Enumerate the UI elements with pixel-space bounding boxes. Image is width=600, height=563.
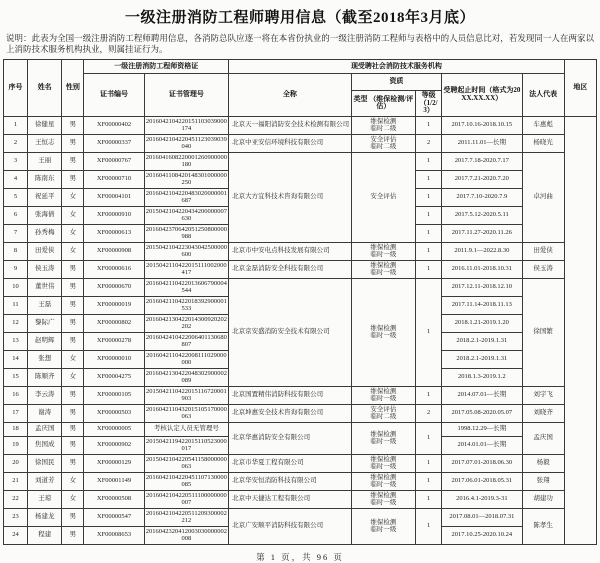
gender: 男 [62,260,84,278]
seq: 5 [4,188,28,206]
gender: 男 [62,422,84,436]
cert-mgmt-no: 2015042110422015111002000417 [146,261,227,276]
cert-no: XF00000710 [84,170,144,188]
gender: 男 [62,508,84,526]
qual-level: 1 [416,386,442,404]
seq: 2 [4,134,28,152]
period: 2017.11.14-2018.11.13 [442,296,522,314]
header-qual-level: 等级 （1/2/3） [416,91,442,117]
gender: 女 [62,242,84,260]
name: 孙秀梅 [28,224,62,242]
period: 2014.01.01—长期 [442,436,522,454]
org-name: 北京国置精伟消防科技有限公司 [229,386,352,404]
seq: 1 [4,116,28,134]
legal-rep: 胡建功 [522,490,564,508]
cert-mgmt-no: 2016042110422008111029000000 [146,351,227,366]
period: 2017.7.18-2020.7.17 [442,152,522,170]
qual-level: 1 [416,454,442,472]
table-row [4,490,597,508]
org-name: 北京华安恒消防科技有限公司 [229,472,352,490]
seq: 7 [4,224,28,242]
qual-level: 1 [416,278,442,386]
seq: 16 [4,386,28,404]
name: 张海倩 [28,206,62,224]
period: 2017.11.27-2020.11.26 [442,224,522,242]
name: 张想 [28,350,62,368]
name: 徐健星 [28,116,62,134]
cert-mgmt-no: 2016042104220511209300002212 [145,509,227,524]
cert-no: XF00001149 [84,472,144,490]
legal-rep: 卓河曲 [522,152,564,242]
gender: 男 [62,296,84,314]
qual-level: 1 [416,116,442,134]
period: 1998.12.29—长期 [442,422,522,436]
cert-no: XF00000402 [84,116,144,134]
seq: 4 [4,170,28,188]
qual-level: 1 [416,224,442,242]
gender: 男 [62,134,84,152]
region [564,116,596,544]
qual-type: 维保检测 临时一级 [351,422,415,454]
qual-type: 维保检测 临时一级 [351,386,415,404]
name: 刘道芳 [28,472,62,490]
gender: 女 [62,224,84,242]
cert-no: XF00000908 [84,242,144,260]
cert-no: XF00000503 [84,404,144,422]
name: 赵明辉 [28,332,62,350]
cert-no: XF00000670 [84,278,144,296]
gender: 男 [62,152,84,170]
seq: 14 [4,350,28,368]
qual-type: 维保检测 临时一级 [351,260,415,278]
qual-level: 1 [416,242,442,260]
qual-type: 安全评估 [351,152,415,242]
seq: 8 [4,242,28,260]
employment-table [3,59,597,545]
qual-level: 1 [416,152,442,170]
qual-level: 1 [416,206,442,224]
cert-mgmt-no: 2016042370642051250800000988 [145,225,228,240]
period: 2018.2.1-2019.1.31 [442,332,522,350]
period: 2017.5.12-2020.5.11 [442,206,522,224]
legal-rep: 侯玉涛 [522,260,564,278]
table-row [4,116,597,134]
gender: 女 [62,368,84,386]
gender: 男 [62,314,84,332]
cert-mgmt-no: 2016042104220451107130000085 [145,473,227,488]
period: 2017.7.10-2020.7.9 [442,188,522,206]
cert-no: XF00000278 [84,332,144,350]
cert-no: XF00004275 [84,368,144,386]
table-row [4,386,597,404]
table-row [4,242,597,260]
seq: 18 [4,422,28,436]
name: 陈顺齐 [28,368,62,386]
cert-no: XF00000105 [84,386,144,404]
name: 程建 [28,526,62,544]
cert-mgmt-no: 2016042104220151103039000174 [145,117,227,132]
name: 黎际广 [28,314,62,332]
seq: 10 [4,278,28,296]
cert-mgmt-no: 2016041608220001260900000180 [145,153,228,168]
name: 祝延平 [28,188,62,206]
gender: 女 [62,490,84,508]
name: 杨建龙 [28,508,62,526]
period: 2017.12.11-2018.12.10 [442,278,522,296]
seq: 11 [4,296,28,314]
seq: 20 [4,454,28,472]
table-row [4,152,597,170]
header-org-name: 全称 [229,74,352,117]
qual-level: 2 [416,134,442,152]
period: 2017.05.08-2020.05.07 [442,404,522,422]
header-cert-mgmt-no: 证书管理号 [144,74,228,117]
header-qual-type: 类型 （维保检测/评估） [351,91,415,117]
cert-no: XF00000005 [84,422,144,436]
seq: 19 [4,436,28,454]
table-row [4,134,597,152]
cert-mgmt-no: 2016042110432015105170000063 [145,405,227,420]
cert-mgmt-no: 2015042119422015110523000017 [146,437,227,452]
name: 田爱侠 [28,242,62,260]
qual-level: 1 [416,422,442,454]
org-name: 北京金磊消防安全科技有限公司 [229,260,352,278]
cert-no: XF00000910 [84,206,144,224]
seq: 9 [4,260,28,278]
qual-type: 安全评估 临时二级 [351,134,415,152]
period: 2016.11.01-2018.10.31 [442,260,522,278]
table-row [4,472,597,490]
qual-type: 维保检测 临时一级 [351,472,415,490]
qual-type: 维保检测 临时一级 [351,508,415,544]
gender: 男 [62,332,84,350]
org-name: 北京华惠消防安全有限公司 [229,422,352,454]
name: 李云涛 [28,386,62,404]
cert-no: XF00000337 [84,134,144,152]
legal-rep: 杨毅 [522,454,564,472]
qual-type: 维保检测 临时一级 [351,278,415,386]
cert-no: XF00000129 [84,454,144,472]
period: 2018.1.21-2019.1.20 [442,314,522,332]
cert-mgmt-no: 2016042110422013606790004544 [145,279,227,294]
header-name: 姓名 [28,60,62,117]
period: 2014.07.01—长期 [442,386,522,404]
cert-no: XF00000616 [84,260,144,278]
employment-table-body [4,116,597,544]
legal-rep: 车惠彪 [522,116,564,134]
gender: 男 [62,404,84,422]
name: 徐国民 [28,454,62,472]
cert-no: XF00000547 [84,508,144,526]
period: 2017.7.21-2020.7.20 [442,170,522,188]
gender: 女 [62,350,84,368]
qual-level: 1 [416,490,442,508]
org-name: 北京中亚安信环境科技有限公司 [229,134,352,152]
org-name: 北京京安盛消防安全技术有限公司 [229,278,352,386]
seq: 22 [4,490,28,508]
header-legal-rep: 法人代表 [522,74,564,117]
qual-level: 1 [416,188,442,206]
qual-type: 安全评估 临时二级 [351,404,415,422]
cert-mgmt-no: 2015042110422015116720001903 [146,387,227,402]
seq: 13 [4,332,28,350]
org-name: 北京市中安电点科技发展有限公司 [229,242,352,260]
seq: 24 [4,526,28,544]
page-title: 一级注册消防工程师聘用信息（截至2018年3月底） [124,10,475,26]
period: 2017.10.16-2018.10.15 [442,116,522,134]
name: 董世伟 [28,278,62,296]
legal-rep: 田爱侠 [522,242,564,260]
page-footer: 第 1 页，共 96 页 [256,551,344,562]
cert-no: XF00000019 [84,296,144,314]
legal-rep: 刘宇飞 [522,386,564,404]
cert-mgmt-no: 2016041108420148301000000250 [145,171,227,186]
cert-no: XF00000010 [84,350,144,368]
period: 2017.07.01-2018.06.30 [442,454,522,472]
cert-no: XF00000508 [84,490,144,508]
header-org-group: 现受聘社会消防技术服务机构 [229,60,565,74]
seq: 17 [4,404,28,422]
legal-rep: 杨晓光 [522,134,564,152]
period: 2017.10.25-2020.10.24 [442,526,522,544]
qual-level: 2 [416,404,442,422]
header-period: 受聘起止时间（格式为20XX.XX.XX） [442,74,522,117]
name: 谢涛 [28,404,62,422]
cert-no: XF00008653 [84,526,144,544]
cert-mgmt-no: 2016042110422018392900001533 [145,297,227,312]
table-header [4,60,597,117]
table-row [4,508,597,526]
header-cert-no: 证书编号 [84,74,144,117]
cert-mgmt-no: 2015042104220541158000000063 [145,455,227,470]
org-name: 北京中天捷达工程有限公司 [229,490,352,508]
cert-mgmt-no: 2016042104220511100000000007 [146,491,227,506]
gender: 女 [62,188,84,206]
header-seq: 序号 [4,60,28,117]
seq: 21 [4,472,28,490]
name: 陈南东 [28,170,62,188]
period: 2018.1.3-2019.1.2 [442,368,522,386]
qual-type: 维保检测 临时一级 [351,454,415,472]
period: 2017.06.01-2018.05.31 [442,472,522,490]
qual-type: 维保检测 临时一级 [351,490,415,508]
gender: 女 [62,206,84,224]
period: 2017.08.01—2018.07.31 [442,508,522,526]
header-cert-group: 一级注册消防工程师资格证 [84,60,229,74]
table-row [4,278,597,296]
org-name: 北京市华夏工程有限公司 [229,454,352,472]
legal-rep: 张翔 [522,472,564,490]
org-name: 北京坤惠安全技术咨询有限公司 [229,404,352,422]
period: 2016.4.1-2019.3-31 [442,490,522,508]
qual-level: 1 [416,170,442,188]
cert-mgmt-no: 2015042104220434200000007630 [145,207,228,222]
cert-mgmt-no: 2015042104223043042500000600 [145,243,228,258]
name: 王琼 [28,490,62,508]
gender: 男 [62,454,84,472]
cert-mgmt-no: 2016042320412003030000002008 [145,527,228,542]
header-gender: 性别 [62,60,84,117]
seq: 12 [4,314,28,332]
gender: 男 [62,116,84,134]
org-name: 北京大方宜科技术咨询有限公司 [229,152,352,242]
cert-mgmt-no: 考核认定人员无管理号 [144,422,228,436]
gender: 男 [62,386,84,404]
legal-rep: 刘晓齐 [522,404,564,422]
period: 2011.9.1—2022.8.30 [442,242,522,260]
period: 2011.11.01—长期 [442,134,522,152]
cert-mgmt-no: 2016042410422006401130680807 [145,333,227,348]
org-name: 北京广安顺平消防科技有限公司 [229,508,352,544]
seq: 6 [4,206,28,224]
cert-no: XF00000902 [84,436,144,454]
gender: 女 [62,472,84,490]
period: 2018.2.1-2019.1.31 [442,350,522,368]
gender: 男 [62,278,84,296]
name: 孟庆国 [28,422,62,436]
cert-mgmt-no: 2016042104220483020000001687 [145,189,228,204]
gender: 男 [62,170,84,188]
qual-type: 维保检测 临时二级 [351,116,415,134]
header-region: 地区 [564,60,596,117]
legal-rep: 陈孝生 [522,508,564,544]
table-row [4,404,597,422]
qual-type: 维保检测 临时一级 [351,242,415,260]
note-text: 说明：此表为全国一级注册消防工程师聘用信息，各消防总队应逐一将在本省份执业的一级注册消防工程师与表格中的人员信息比对，若发现同一人在两家以上消防技术服务机构执业，则属挂证行为。 [6,33,594,54]
table-row [4,454,597,472]
qual-level: 1 [416,472,442,490]
legal-rep: 徐国繁 [522,278,564,386]
seq: 23 [4,508,28,526]
cert-no: XF00004101 [84,188,144,206]
table-row [4,422,597,436]
qual-level: 1 [416,508,442,544]
qual-level: 1 [416,260,442,278]
org-name: 北京天一福阳消防安全技术检测有限公司 [229,116,352,134]
seq: 3 [4,152,28,170]
seq: 15 [4,368,28,386]
name: 王恒志 [28,134,62,152]
name: 王丽 [28,152,62,170]
cert-mgmt-no: 2016042130422014300920202202 [145,315,228,330]
cert-mgmt-no: 2016042130422048302900002089 [145,369,228,384]
gender: 男 [62,436,84,454]
cert-mgmt-no: 2016042104220451123039039040 [145,135,227,150]
gender: 男 [62,526,84,544]
name: 侯玉涛 [28,260,62,278]
cert-no: XF00000802 [84,314,144,332]
name: 王磊 [28,296,62,314]
name: 焦国成 [28,436,62,454]
header-qual-group: 资质 [351,74,441,91]
cert-no: XF00000767 [84,152,144,170]
table-row [4,260,597,278]
legal-rep: 孟庆国 [522,422,564,454]
cert-no: XF00000613 [84,224,144,242]
